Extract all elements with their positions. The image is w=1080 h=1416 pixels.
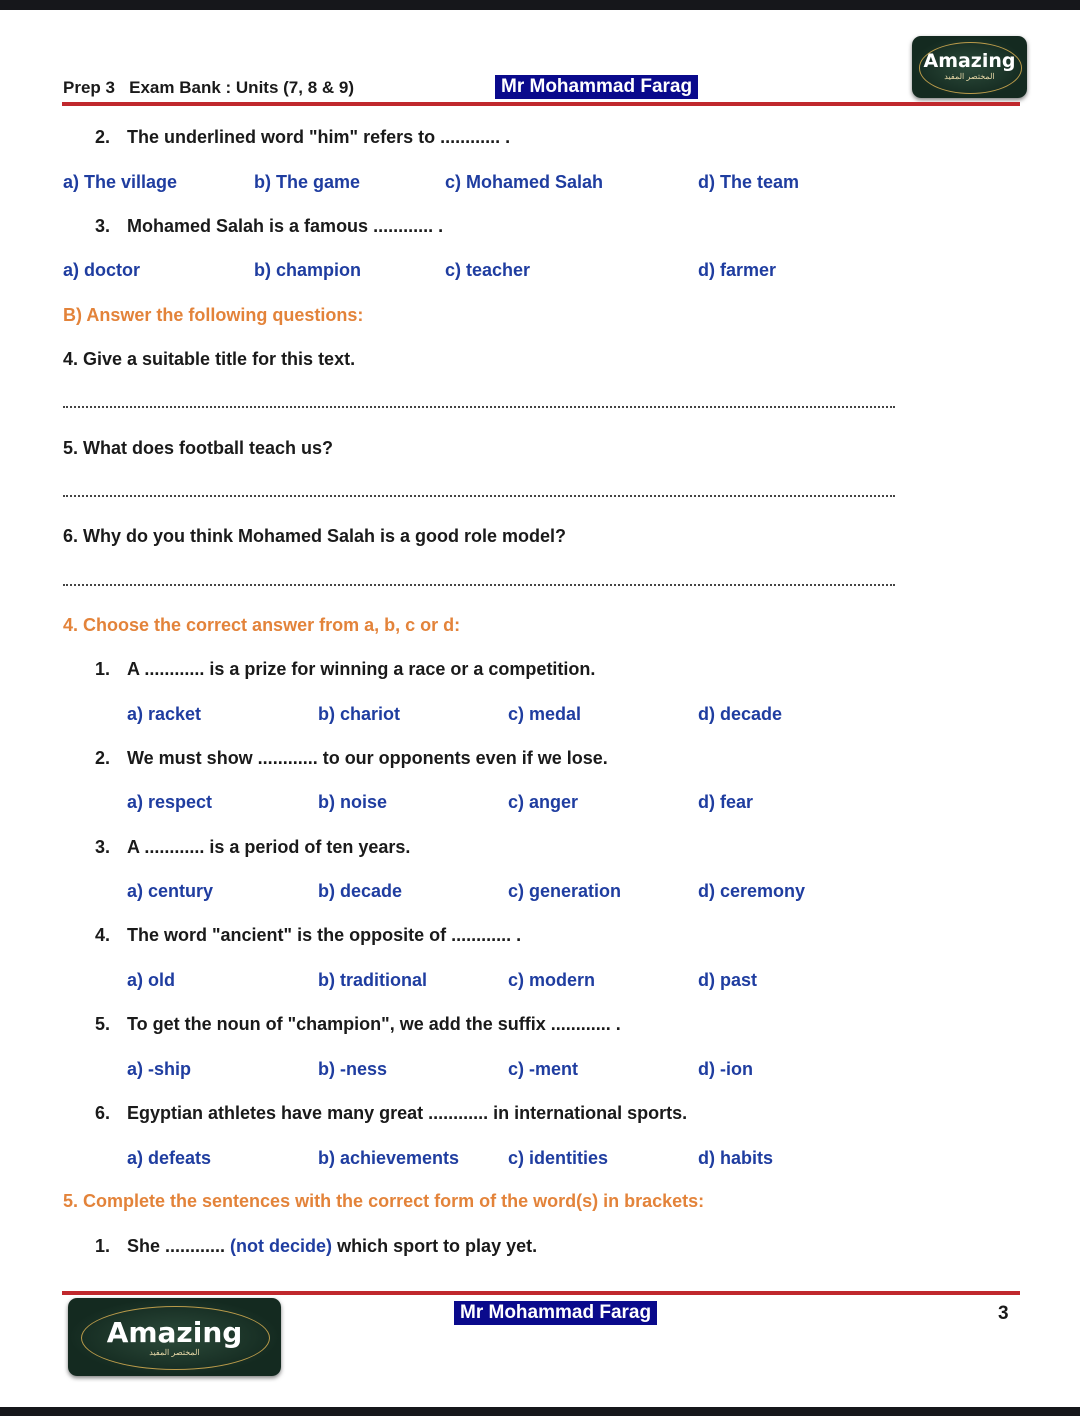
logo-text: Amazing <box>106 1316 243 1349</box>
question-text: Egyptian athletes have many great ............ in international sports. <box>127 1103 688 1123</box>
question-number: 4. <box>95 925 111 946</box>
answer-line[interactable] <box>63 495 895 497</box>
question-number: 3. <box>95 216 111 236</box>
top-bar <box>0 0 1080 10</box>
answer-option[interactable]: b) champion <box>254 260 361 280</box>
question-text: A ............ is a period of ten years. <box>127 836 411 857</box>
answer-option[interactable]: d) ceremony <box>698 881 806 902</box>
question-number: 3. <box>95 836 111 857</box>
question-text: A ............ is a prize for winning a race or a competition. <box>127 659 596 679</box>
question-text: 5. What does football teach us? <box>63 438 334 458</box>
answer-option[interactable]: d) fear <box>698 792 754 813</box>
section-heading: 5. Complete the sentences with the correct form of the word(s) in brackets: <box>63 1191 705 1211</box>
question-text: The word "ancient" is the opposite of ............ . <box>127 925 522 946</box>
question-text: Mohamed Salah is a famous ............ . <box>127 216 444 236</box>
answer-option[interactable]: c) teacher <box>445 260 531 280</box>
answer-option[interactable]: c) generation <box>508 881 622 902</box>
question-text: We must show ............ to our opponents even if we lose. <box>127 747 608 768</box>
answer-option[interactable]: d) -ion <box>698 1058 753 1079</box>
footer-author: Mr Mohammad Farag <box>454 1301 657 1325</box>
answer-option[interactable]: c) -ment <box>508 1058 579 1079</box>
question-text: 4. Give a suitable title for this text. <box>63 349 356 369</box>
bottom-bar <box>0 1407 1080 1416</box>
question-text: To get the noun of "champion", we add the suffix ............ . <box>127 1014 621 1035</box>
answer-line[interactable] <box>63 406 895 408</box>
answer-option[interactable]: a) respect <box>127 792 213 813</box>
logo-text: Amazing <box>923 50 1016 72</box>
logo-subtext: المختصر المفيد <box>149 1348 200 1357</box>
answer-option[interactable]: a) old <box>127 969 175 990</box>
answer-option[interactable]: c) Mohamed Salah <box>445 172 604 192</box>
question-number: 1. <box>95 659 111 679</box>
question-sentence <box>127 1235 537 1257</box>
question-number: 2. <box>95 127 111 147</box>
question-number: 1. <box>95 1236 111 1256</box>
header-title: Prep 3 Exam Bank : Units (7, 8 & 9) <box>63 78 354 97</box>
header-logo <box>912 36 1027 98</box>
answer-option[interactable]: d) The team <box>698 172 800 192</box>
answer-option[interactable]: a) racket <box>127 703 202 724</box>
answer-option[interactable]: c) anger <box>508 792 579 813</box>
page-number: 3 <box>998 1303 1009 1324</box>
answer-line[interactable] <box>63 584 895 586</box>
answer-option[interactable]: c) identities <box>508 1147 609 1168</box>
header-divider <box>62 102 1020 106</box>
logo-subtext: المختصر المفيد <box>944 72 995 81</box>
answer-option[interactable]: b) noise <box>318 792 388 813</box>
question-number: 6. <box>95 1103 111 1123</box>
answer-option[interactable]: b) achievements <box>318 1147 460 1168</box>
answer-option[interactable]: a) -ship <box>127 1058 192 1079</box>
answer-option[interactable]: b) decade <box>318 881 403 902</box>
bracket-word: (not decide) <box>230 1236 333 1256</box>
answer-option[interactable]: a) doctor <box>63 260 141 280</box>
answer-option[interactable]: b) traditional <box>318 969 427 990</box>
section-heading: 4. Choose the correct answer from a, b, c or d: <box>63 615 461 635</box>
answer-option[interactable]: b) -ness <box>318 1058 388 1079</box>
answer-option[interactable]: d) farmer <box>698 260 777 280</box>
answer-option[interactable]: a) defeats <box>127 1147 212 1168</box>
answer-option[interactable]: c) modern <box>508 969 596 990</box>
answer-option[interactable]: b) The game <box>254 172 361 192</box>
question-number: 5. <box>95 1014 111 1035</box>
answer-option[interactable]: b) chariot <box>318 703 401 724</box>
question-text: The underlined word "him" refers to ............ . <box>127 127 511 147</box>
answer-option[interactable]: c) medal <box>508 703 582 724</box>
answer-option[interactable]: a) The village <box>63 172 178 192</box>
section-heading: B) Answer the following questions: <box>63 305 364 325</box>
question-text: 6. Why do you think Mohamed Salah is a good role model? <box>63 526 567 546</box>
sentence-part: She ............ <box>127 1236 226 1256</box>
footer-logo <box>68 1298 281 1376</box>
sentence-part: which sport to play yet. <box>337 1236 538 1256</box>
header-author: Mr Mohammad Farag <box>495 75 698 99</box>
question-number: 2. <box>95 747 111 768</box>
answer-option[interactable]: a) century <box>127 881 214 902</box>
footer-divider <box>62 1291 1020 1295</box>
answer-option[interactable]: d) decade <box>698 703 783 724</box>
answer-option[interactable]: d) habits <box>698 1147 773 1168</box>
answer-option[interactable]: d) past <box>698 969 758 990</box>
